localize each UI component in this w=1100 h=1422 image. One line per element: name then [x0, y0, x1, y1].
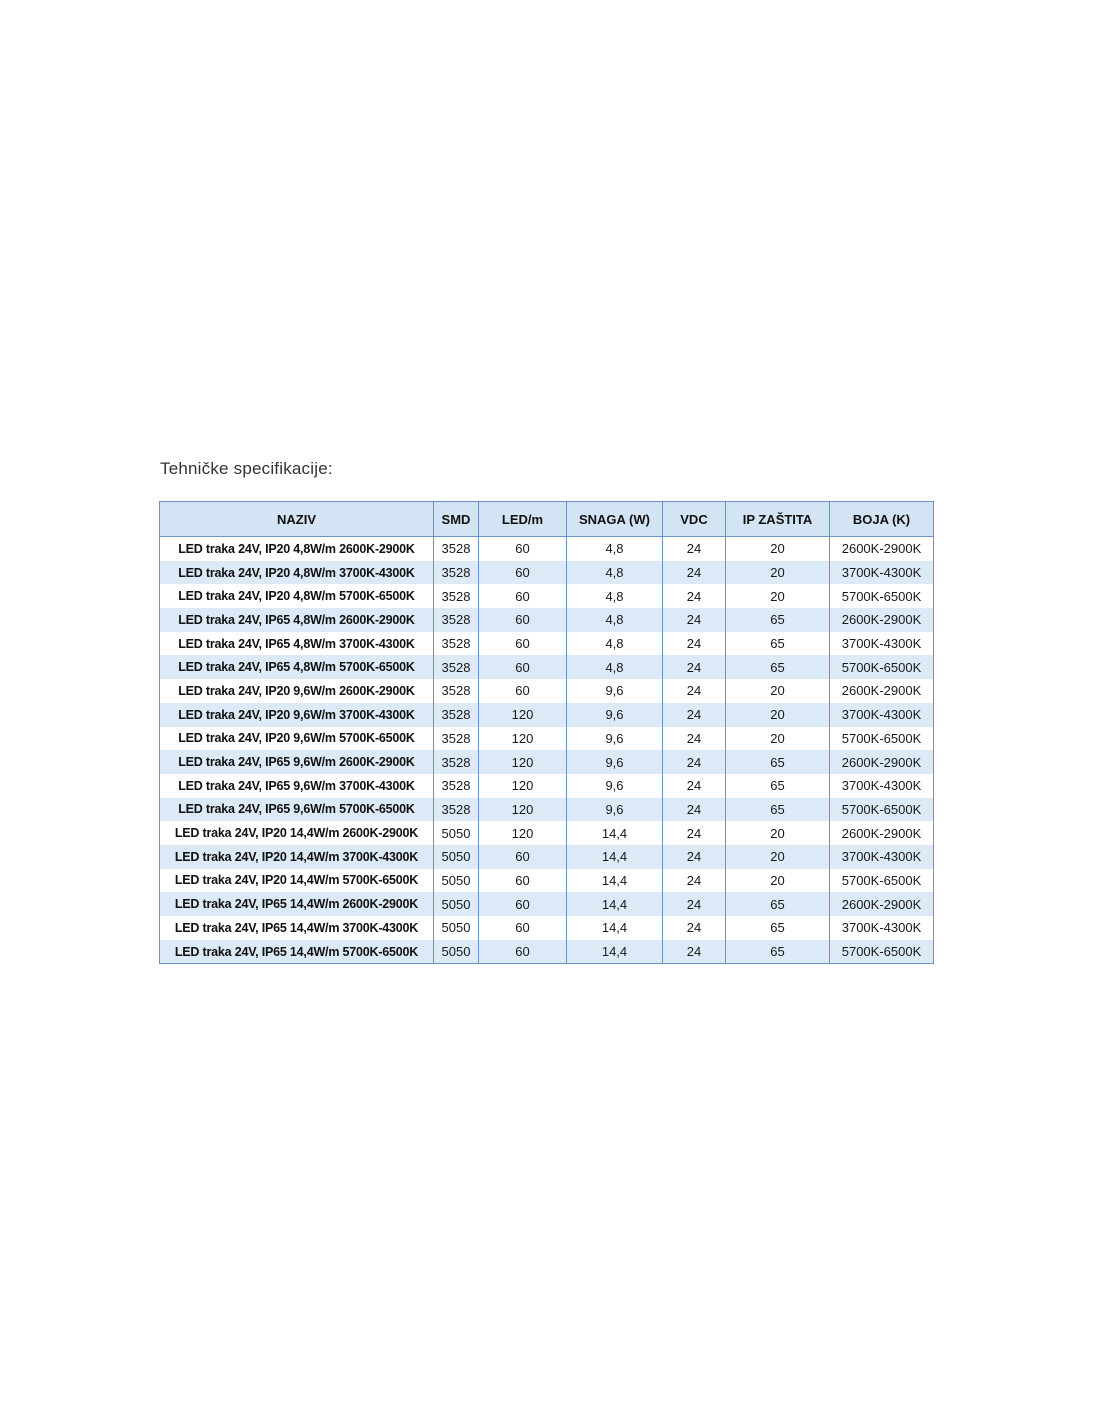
header-ip-zastita: IP ZAŠTITA: [726, 502, 830, 537]
cell-ip-zastita: 20: [726, 703, 830, 727]
cell-boja: 5700K-6500K: [830, 655, 934, 679]
cell-vdc: 24: [663, 679, 726, 703]
cell-boja: 2600K-2900K: [830, 750, 934, 774]
cell-ip-zastita: 65: [726, 774, 830, 798]
table-row: [160, 608, 934, 632]
cell-boja: 3700K-4300K: [830, 703, 934, 727]
cell-led-m: 120: [479, 750, 567, 774]
cell-ip-zastita: 65: [726, 608, 830, 632]
cell-naziv: LED traka 24V, IP65 9,6W/m 5700K-6500K: [160, 798, 434, 822]
cell-snaga: 14,4: [567, 821, 663, 845]
table-row: [160, 632, 934, 656]
cell-smd: 5050: [434, 892, 479, 916]
cell-boja: 3700K-4300K: [830, 774, 934, 798]
cell-smd: 3528: [434, 750, 479, 774]
cell-smd: 3528: [434, 774, 479, 798]
cell-smd: 3528: [434, 632, 479, 656]
cell-ip-zastita: 20: [726, 561, 830, 585]
table-row: [160, 703, 934, 727]
cell-vdc: 24: [663, 608, 726, 632]
cell-smd: 3528: [434, 727, 479, 751]
cell-boja: 5700K-6500K: [830, 727, 934, 751]
cell-vdc: 24: [663, 584, 726, 608]
cell-ip-zastita: 65: [726, 916, 830, 940]
cell-ip-zastita: 20: [726, 537, 830, 561]
cell-naziv: LED traka 24V, IP65 4,8W/m 3700K-4300K: [160, 632, 434, 656]
cell-snaga: 4,8: [567, 561, 663, 585]
cell-boja: 3700K-4300K: [830, 845, 934, 869]
spec-table: [159, 501, 934, 964]
cell-ip-zastita: 20: [726, 727, 830, 751]
cell-naziv: LED traka 24V, IP65 14,4W/m 5700K-6500K: [160, 940, 434, 964]
table-row: [160, 584, 934, 608]
cell-led-m: 120: [479, 727, 567, 751]
cell-boja: 3700K-4300K: [830, 916, 934, 940]
cell-led-m: 60: [479, 537, 567, 561]
cell-naziv: LED traka 24V, IP65 14,4W/m 2600K-2900K: [160, 892, 434, 916]
table-row: [160, 537, 934, 561]
table-row: [160, 869, 934, 893]
cell-boja: 3700K-4300K: [830, 561, 934, 585]
cell-boja: 5700K-6500K: [830, 798, 934, 822]
cell-smd: 5050: [434, 916, 479, 940]
cell-ip-zastita: 65: [726, 940, 830, 964]
cell-led-m: 60: [479, 892, 567, 916]
cell-led-m: 60: [479, 869, 567, 893]
cell-vdc: 24: [663, 798, 726, 822]
cell-snaga: 4,8: [567, 537, 663, 561]
cell-vdc: 24: [663, 703, 726, 727]
cell-naziv: LED traka 24V, IP65 4,8W/m 2600K-2900K: [160, 608, 434, 632]
cell-boja: 5700K-6500K: [830, 584, 934, 608]
cell-vdc: 24: [663, 727, 726, 751]
cell-snaga: 9,6: [567, 679, 663, 703]
cell-snaga: 4,8: [567, 608, 663, 632]
cell-led-m: 120: [479, 821, 567, 845]
cell-smd: 3528: [434, 679, 479, 703]
cell-vdc: 24: [663, 537, 726, 561]
cell-smd: 3528: [434, 703, 479, 727]
cell-ip-zastita: 20: [726, 821, 830, 845]
table-row: [160, 774, 934, 798]
cell-ip-zastita: 65: [726, 892, 830, 916]
cell-boja: 2600K-2900K: [830, 892, 934, 916]
cell-vdc: 24: [663, 940, 726, 964]
cell-ip-zastita: 20: [726, 845, 830, 869]
header-smd: SMD: [434, 502, 479, 537]
header-vdc: VDC: [663, 502, 726, 537]
cell-snaga: 9,6: [567, 798, 663, 822]
cell-led-m: 60: [479, 632, 567, 656]
cell-naziv: LED traka 24V, IP20 9,6W/m 3700K-4300K: [160, 703, 434, 727]
cell-smd: 3528: [434, 608, 479, 632]
cell-naziv: LED traka 24V, IP20 4,8W/m 3700K-4300K: [160, 561, 434, 585]
cell-naziv: LED traka 24V, IP65 4,8W/m 5700K-6500K: [160, 655, 434, 679]
cell-snaga: 4,8: [567, 584, 663, 608]
cell-led-m: 60: [479, 916, 567, 940]
cell-vdc: 24: [663, 561, 726, 585]
cell-led-m: 120: [479, 774, 567, 798]
table-row: [160, 727, 934, 751]
cell-vdc: 24: [663, 869, 726, 893]
cell-snaga: 14,4: [567, 940, 663, 964]
cell-naziv: LED traka 24V, IP65 9,6W/m 3700K-4300K: [160, 774, 434, 798]
cell-snaga: 9,6: [567, 703, 663, 727]
cell-smd: 3528: [434, 655, 479, 679]
cell-boja: 2600K-2900K: [830, 679, 934, 703]
cell-vdc: 24: [663, 892, 726, 916]
cell-led-m: 60: [479, 584, 567, 608]
cell-naziv: LED traka 24V, IP20 4,8W/m 2600K-2900K: [160, 537, 434, 561]
cell-led-m: 60: [479, 679, 567, 703]
cell-smd: 3528: [434, 537, 479, 561]
header-boja: BOJA (K): [830, 502, 934, 537]
cell-ip-zastita: 65: [726, 632, 830, 656]
cell-led-m: 60: [479, 655, 567, 679]
cell-naziv: LED traka 24V, IP20 9,6W/m 5700K-6500K: [160, 727, 434, 751]
cell-smd: 5050: [434, 940, 479, 964]
cell-naziv: LED traka 24V, IP20 9,6W/m 2600K-2900K: [160, 679, 434, 703]
cell-led-m: 60: [479, 608, 567, 632]
cell-smd: 3528: [434, 798, 479, 822]
cell-led-m: 60: [479, 561, 567, 585]
header-led-m: LED/m: [479, 502, 567, 537]
cell-naziv: LED traka 24V, IP20 14,4W/m 3700K-4300K: [160, 845, 434, 869]
cell-vdc: 24: [663, 845, 726, 869]
cell-ip-zastita: 20: [726, 679, 830, 703]
cell-snaga: 4,8: [567, 632, 663, 656]
cell-vdc: 24: [663, 916, 726, 940]
cell-snaga: 14,4: [567, 845, 663, 869]
cell-boja: 5700K-6500K: [830, 869, 934, 893]
cell-ip-zastita: 65: [726, 798, 830, 822]
cell-smd: 5050: [434, 869, 479, 893]
cell-led-m: 120: [479, 703, 567, 727]
cell-ip-zastita: 65: [726, 655, 830, 679]
cell-smd: 5050: [434, 845, 479, 869]
cell-snaga: 14,4: [567, 916, 663, 940]
cell-snaga: 4,8: [567, 655, 663, 679]
cell-smd: 3528: [434, 561, 479, 585]
cell-ip-zastita: 20: [726, 584, 830, 608]
cell-naziv: LED traka 24V, IP20 14,4W/m 5700K-6500K: [160, 869, 434, 893]
section-title: Tehničke specifikacije:: [160, 459, 333, 478]
table-row: [160, 940, 934, 964]
cell-snaga: 9,6: [567, 774, 663, 798]
table-header-row: [160, 502, 934, 537]
cell-vdc: 24: [663, 632, 726, 656]
cell-ip-zastita: 65: [726, 750, 830, 774]
table-row: [160, 798, 934, 822]
cell-vdc: 24: [663, 655, 726, 679]
cell-smd: 3528: [434, 584, 479, 608]
cell-led-m: 60: [479, 940, 567, 964]
cell-vdc: 24: [663, 750, 726, 774]
cell-boja: 3700K-4300K: [830, 632, 934, 656]
cell-naziv: LED traka 24V, IP65 14,4W/m 3700K-4300K: [160, 916, 434, 940]
cell-vdc: 24: [663, 774, 726, 798]
table-row: [160, 561, 934, 585]
cell-naziv: LED traka 24V, IP65 9,6W/m 2600K-2900K: [160, 750, 434, 774]
cell-vdc: 24: [663, 821, 726, 845]
table-body: [160, 537, 934, 964]
header-snaga: SNAGA (W): [567, 502, 663, 537]
cell-led-m: 120: [479, 798, 567, 822]
cell-boja: 5700K-6500K: [830, 940, 934, 964]
cell-naziv: LED traka 24V, IP20 14,4W/m 2600K-2900K: [160, 821, 434, 845]
table-row: [160, 655, 934, 679]
cell-snaga: 9,6: [567, 750, 663, 774]
cell-snaga: 14,4: [567, 869, 663, 893]
cell-ip-zastita: 20: [726, 869, 830, 893]
cell-boja: 2600K-2900K: [830, 537, 934, 561]
cell-snaga: 9,6: [567, 727, 663, 751]
table-row: [160, 892, 934, 916]
table-row: [160, 679, 934, 703]
cell-smd: 5050: [434, 821, 479, 845]
cell-led-m: 60: [479, 845, 567, 869]
cell-boja: 2600K-2900K: [830, 608, 934, 632]
cell-boja: 2600K-2900K: [830, 821, 934, 845]
cell-naziv: LED traka 24V, IP20 4,8W/m 5700K-6500K: [160, 584, 434, 608]
table-row: [160, 845, 934, 869]
table-row: [160, 821, 934, 845]
table-row: [160, 916, 934, 940]
table-row: [160, 750, 934, 774]
cell-snaga: 14,4: [567, 892, 663, 916]
header-naziv: NAZIV: [160, 502, 434, 537]
